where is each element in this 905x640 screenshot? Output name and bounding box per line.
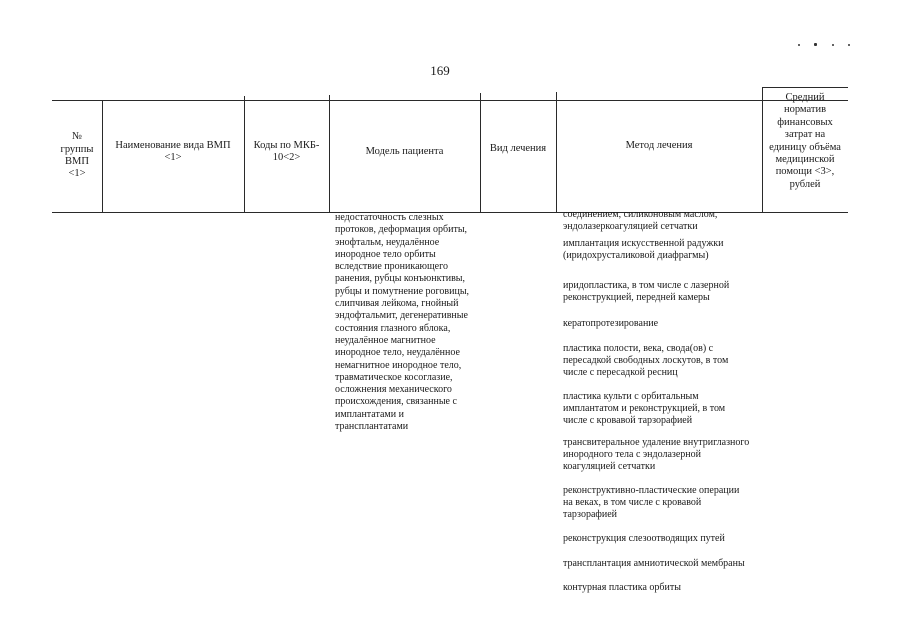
treatment-method-item: реконструктивно-пластические операции на веках, в том числе с кровавой тарзорафией — [563, 485, 740, 521]
treatment-method-item: иридопластика, в том числе с лазерной реконструкцией, передней камеры — [563, 280, 730, 304]
treatment-method-item: трансвитеральное удаление внутриглазного инородного тела с эндолазерной коагуляцией сетчатки — [563, 437, 750, 473]
header-treatment-method: Метод лечения — [625, 139, 693, 151]
treatment-method-item: трансплантация амниотической мембраны — [563, 558, 745, 569]
treatment-method-item: кератопротезирование — [563, 318, 659, 329]
patient-model-text: недостаточность слезных протоков, деформация орбиты, энофтальм, неудалённое инородное тело орбиты вследствие проникающего ранения, рубцы конъюнктивы, рубцы и помутнение роговицы, слипчивая лейкома, гнойный эндофтальмит, дегенеративные состояния глазного яблока, неудалённое магнитное инородное тело, неудалённое немагнитное инородное тело, травматическое косоглазие, осложнения механического происхождения, связанные с имплантатами и трансплантатами — [335, 212, 470, 433]
treatment-method-item: контурная пластика орбиты — [563, 582, 681, 593]
treatment-method-item: имплантация искусственной радужки (иридохрусталиковой диафрагмы) — [563, 238, 724, 262]
header-top-rule-right — [762, 87, 848, 88]
treatment-method-item: реконструкция слезоотводящих путей — [563, 533, 725, 544]
treatment-method-item: пластика полости, века, свода(ов) с пересадкой свободных лоскутов, в том числе с пересадкой ресниц — [563, 343, 729, 379]
page-number: 169 — [430, 63, 450, 78]
scan-artifact-dots — [790, 40, 860, 50]
header-group-no: № группы ВМП <1> — [60, 131, 94, 180]
header-patient-model: Модель пациента — [365, 145, 444, 157]
header-average-cost: Средний норматив финансовых затрат на единицу объёма медицинской помощи <3>, рублей — [769, 92, 841, 190]
header-icd-codes: Коды по МКБ- 10<2> — [253, 139, 320, 163]
header-treatment-type: Вид лечения — [489, 142, 547, 154]
treatment-method-item: соединением, силиконовым маслом, эндолазеркоагуляцией сетчатки — [563, 209, 718, 233]
header-vmp-name: Наименование вида ВМП <1> — [115, 139, 231, 163]
treatment-method-item: пластика культи с орбитальным имплантатом и реконструкцией, в том числе с кровавой тарзорафией — [563, 391, 726, 427]
